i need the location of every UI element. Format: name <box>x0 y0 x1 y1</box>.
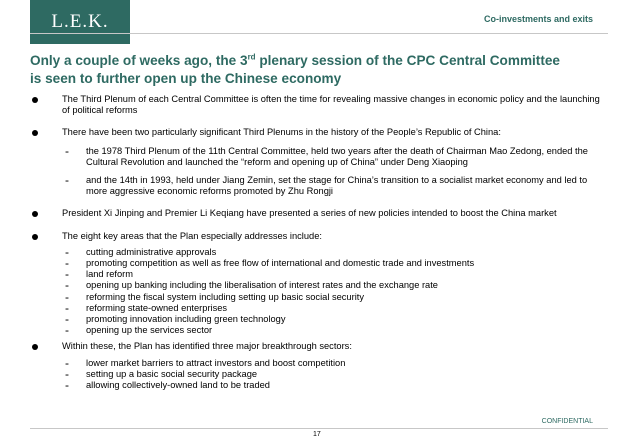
logo-text: L.E.K. <box>51 11 109 32</box>
list-item: - cutting administrative approvals <box>30 247 600 258</box>
list-item: - the 1978 Third Plenum of the 11th Central Committee, held two years after the death of Chairman Mao Zedong, ended the Cultural Revolution and launched the “reform and opening up of China” under Deng Xiaoping <box>30 146 600 168</box>
lek-logo <box>30 0 130 44</box>
bullet-breakthrough-sectors: Within these, the Plan has identified three major breakthrough sectors: <box>30 341 600 352</box>
list-item: - promoting innovation including green technology <box>30 314 600 325</box>
list-item: - and the 14th in 1993, held under Jiang Zemin, set the stage for China’s transition to a socialist market economy and led to more aggressive economic reforms promoted by Zhu Rongji <box>30 175 600 197</box>
slide-headline <box>30 52 620 88</box>
bullet-significant-plenums: There have been two particularly significant Third Plenums in the history of the People’s Republic of China: <box>30 127 600 138</box>
list-item: - setting up a basic social security package <box>30 369 600 380</box>
list-item: - reforming state-owned enterprises <box>30 303 600 314</box>
headline-superscript: rd <box>247 52 256 62</box>
breakthrough-sectors-list <box>30 358 600 392</box>
headline-line1-end: plenary session of the CPC Central Committee <box>255 53 560 68</box>
bullet-key-areas: The eight key areas that the Plan especially addresses include: <box>30 231 600 242</box>
list-item: - opening up the services sector <box>30 325 600 336</box>
headline-line2: is seen to further open up the Chinese economy <box>30 71 342 86</box>
page-number: 17 <box>313 431 321 438</box>
list-item: - promoting competition as well as free flow of international and domestic trade and investments <box>30 258 600 269</box>
header-divider <box>30 33 608 34</box>
confidential-label: CONFIDENTIAL <box>541 418 593 425</box>
footer-divider <box>30 428 608 429</box>
list-item: - lower market barriers to attract investors and boost competition <box>30 358 600 369</box>
plenum-list <box>30 146 600 198</box>
list-item: - allowing collectively-owned land to be traded <box>30 380 600 391</box>
headline-line1-start: Only a couple of weeks ago, the 3 <box>30 53 248 68</box>
list-item: - opening up banking including the liberalisation of interest rates and the exchange rate <box>30 280 600 291</box>
section-title: Co-investments and exits <box>483 14 593 24</box>
bullet-new-policies: President Xi Jinping and Premier Li Keqiang have presented a series of new policies intended to boost the China market <box>30 208 600 219</box>
list-item: - land reform <box>30 269 600 280</box>
slide-body <box>30 94 600 391</box>
key-areas-list <box>30 247 600 337</box>
list-item: - reforming the fiscal system including setting up basic social security <box>30 292 600 303</box>
bullet-third-plenum: The Third Plenum of each Central Committee is often the time for revealing massive changes in economic policy and the launching of political reforms <box>30 94 600 116</box>
